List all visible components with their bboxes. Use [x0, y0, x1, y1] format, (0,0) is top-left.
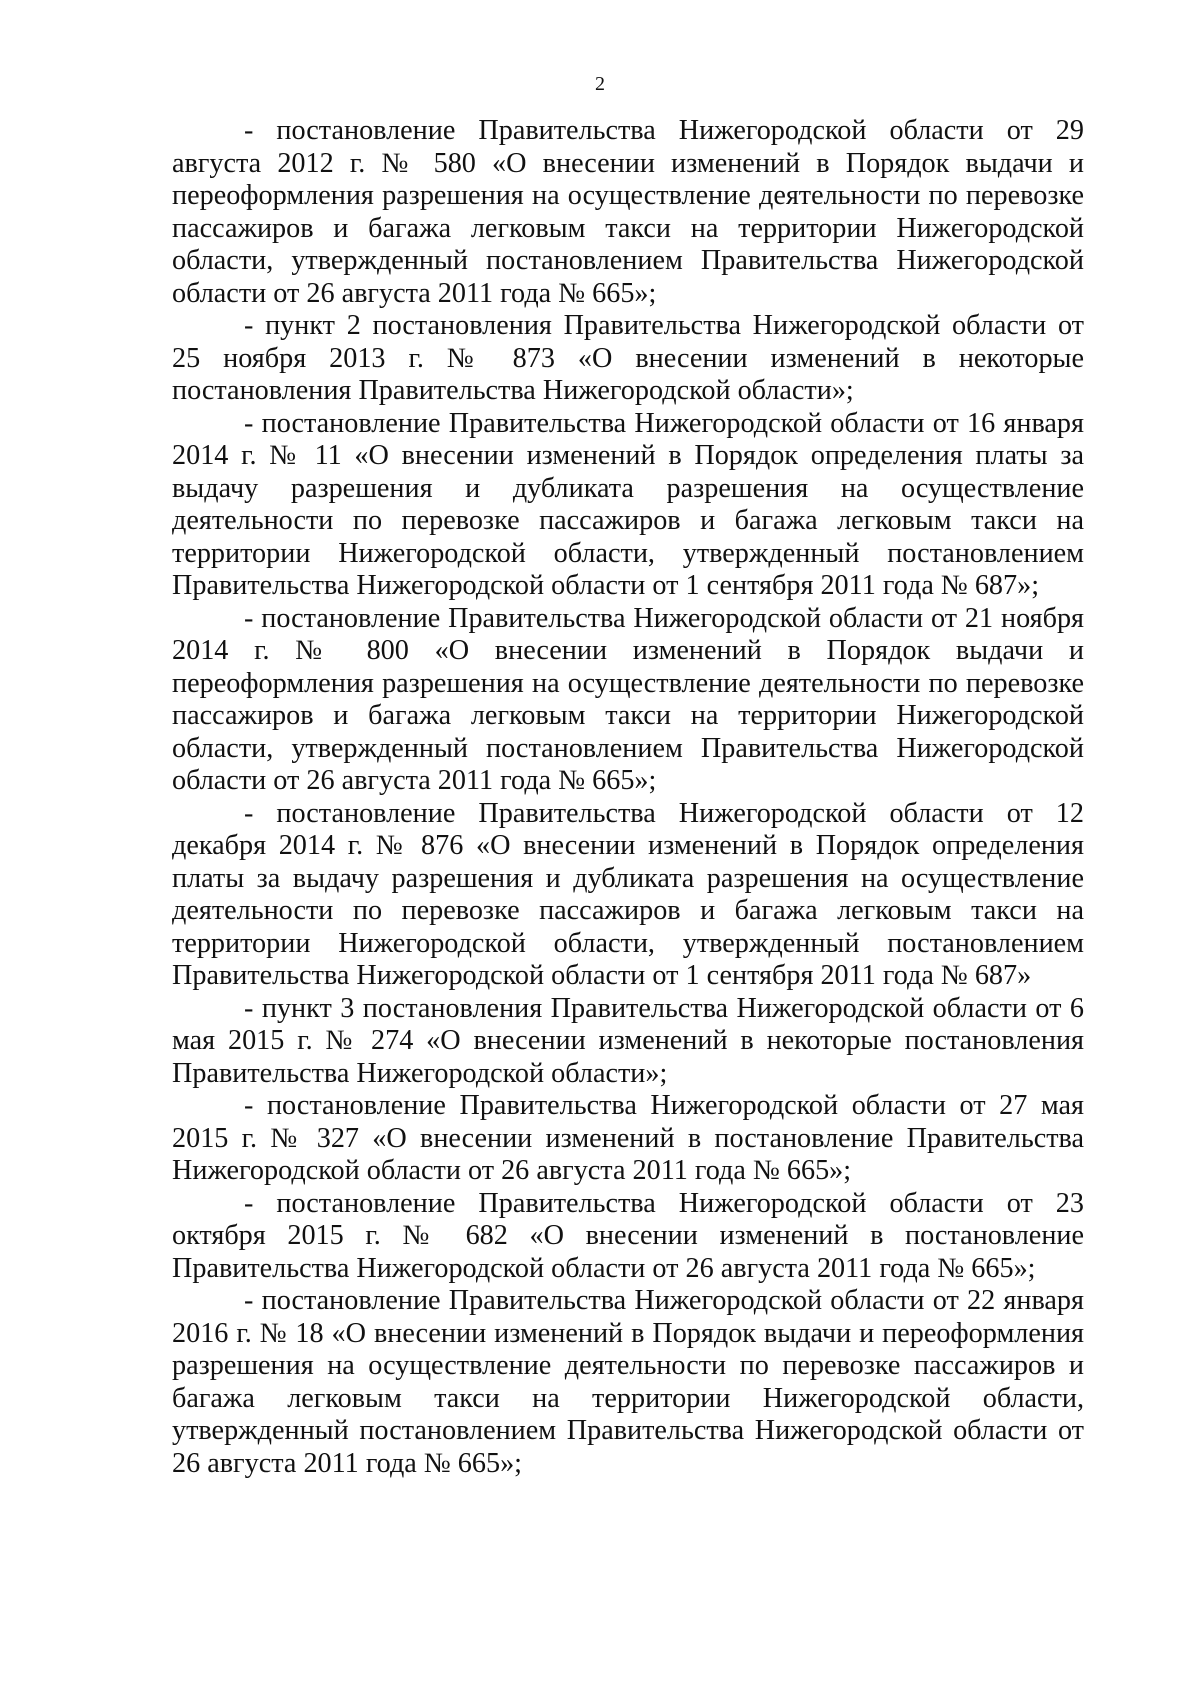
- list-item: - пункт 3 постановления Правительства Нижегородской области от 6 мая 2015 г. № 274 «О внесении изменений в некоторые постановления Правительства Нижегородской области»;: [172, 992, 1084, 1089]
- list-item: - постановление Правительства Нижегородской области от 21 ноября 2014 г. № 800 «О внесении изменений в Порядок выдачи и переоформления разрешения на осуществление деятельности по перевозке пассажиров и багажа легковым такси на территории Нижегородской области, утвержденный постановлением Правительства Нижегородской области от 26 августа 2011 года № 665»;: [172, 602, 1084, 796]
- list-item: - постановление Правительства Нижегородской области от 16 января 2014 г. № 11 «О внесении изменений в Порядок определения платы за выдачу разрешения и дубликата разрешения на осуществление деятельности по перевозке пассажиров и багажа легковым такси на территории Нижегородской области, утвержденный постановлением Правительства Нижегородской области от 1 сентября 2011 года № 687»;: [172, 407, 1084, 601]
- page-number: 2: [595, 73, 605, 95]
- list-item: - постановление Правительства Нижегородской области от 29 августа 2012 г. № 580 «О внесении изменений в Порядок выдачи и переоформления разрешения на осуществление деятельности по перевозке пассажиров и багажа легковым такси на территории Нижегородской области, утвержденный постановлением Правительства Нижегородской области от 26 августа 2011 года № 665»;: [172, 115, 1084, 309]
- list-item: - пункт 2 постановления Правительства Нижегородской области от 25 ноября 2013 г. № 873 «О внесении изменений в некоторые постановления Правительства Нижегородской области»;: [172, 310, 1084, 406]
- list-item: - постановление Правительства Нижегородской области от 12 декабря 2014 г. № 876 «О внесении изменений в Порядок определения платы за выдачу разрешения и дубликата разрешения на осуществление деятельности по перевозке пассажиров и багажа легковым такси на территории Нижегородской области, утвержденный постановлением Правительства Нижегородской области от 1 сентября 2011 года № 687»: [172, 797, 1084, 991]
- document-body: [172, 115, 1084, 1480]
- list-item: - постановление Правительства Нижегородской области от 23 октября 2015 г. № 682 «О внесении изменений в постановление Правительства Нижегородской области от 26 августа 2011 года № 665»;: [172, 1187, 1084, 1284]
- list-item: - постановление Правительства Нижегородской области от 27 мая 2015 г. № 327 «О внесении изменений в постановление Правительства Нижегородской области от 26 августа 2011 года № 665»;: [172, 1090, 1084, 1186]
- list-item: - постановление Правительства Нижегородской области от 22 января 2016 г. № 18 «О внесении изменений в Порядок выдачи и переоформления разрешения на осуществление деятельности по перевозке пассажиров и багажа легковым такси на территории Нижегородской области, утвержденный постановлением Правительства Нижегородской области от 26 августа 2011 года № 665»;: [172, 1285, 1084, 1479]
